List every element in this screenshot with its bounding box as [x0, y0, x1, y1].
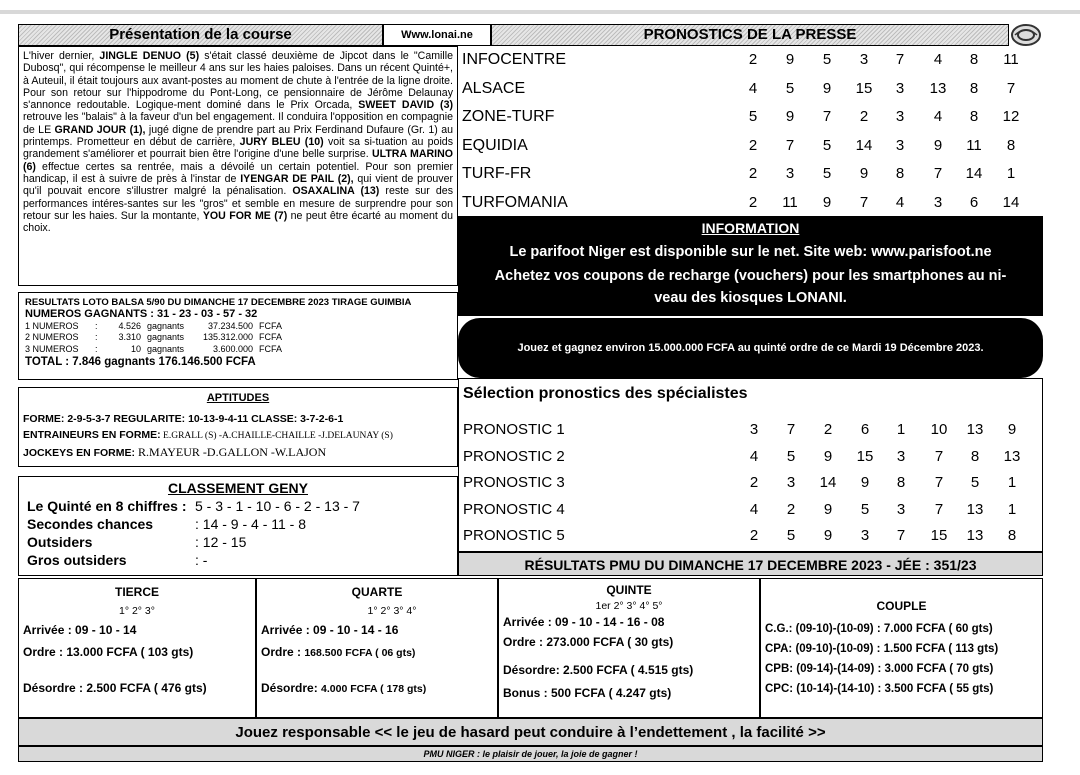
selection-number: 8: [896, 474, 906, 491]
press-name: ZONE-TURF: [462, 108, 555, 125]
loto-title: RESULTATS LOTO BALSA 5/90 DU DIMANCHE 17 DECEMBRE 2023 TIRAGE GUIMBIA: [25, 297, 412, 308]
selection-number: 10: [930, 421, 948, 438]
information-line-1: Le parifoot Niger est disponible sur le net. Site web: www.parisfoot.ne: [509, 244, 992, 260]
selection-number: 13: [966, 421, 984, 438]
selection-title: Sélection pronostics des spécialistes: [463, 385, 748, 402]
quinte-box: [498, 578, 760, 718]
tierce-places: 1° 2° 3°: [119, 605, 155, 617]
loto-row: [25, 344, 451, 356]
loto-row: [25, 321, 451, 333]
press-row: [458, 46, 1043, 75]
selection-name: PRONOSTIC 5: [463, 527, 565, 544]
website-label: Www.lonai.ne: [383, 24, 491, 46]
loto-cell: FCFA: [259, 320, 283, 331]
couple-rows: [765, 623, 1042, 695]
press-number: 4: [895, 193, 905, 211]
geny-label: Le Quinté en 8 chiffres :: [27, 498, 187, 514]
selection-number: 7: [896, 527, 906, 544]
press-number: 11: [782, 193, 798, 211]
geny-value: 5 - 3 - 1 - 10 - 6 - 2 - 13 - 7: [195, 498, 360, 514]
press-number: 4: [933, 51, 943, 68]
loto-cell: 1 NUMEROS: [25, 320, 79, 331]
loto-winning-numbers: NUMEROS GAGNANTS : 31 - 23 - 03 - 57 - 32: [25, 307, 258, 320]
selection-box: [458, 378, 1043, 552]
press-number: 8: [969, 51, 979, 68]
selection-number: 2: [823, 421, 833, 438]
couple-title: COUPLE: [876, 599, 927, 613]
press-number: 9: [933, 136, 943, 154]
selection-row: [459, 444, 1044, 471]
quarte-arrivee: Arrivée : 09 - 10 - 14 - 16: [261, 623, 399, 637]
press-number: 2: [859, 108, 869, 125]
selection-row: [459, 497, 1044, 524]
loto-results: [18, 292, 458, 380]
loto-rows: [25, 321, 451, 356]
press-number: 14: [855, 136, 873, 154]
selection-name: PRONOSTIC 4: [463, 500, 565, 518]
selection-number: 1: [1007, 474, 1017, 491]
pmu-results-title: RÉSULTATS PMU DU DIMANCHE 17 DECEMBRE 2023 - JÉE : 351/23: [458, 552, 1043, 576]
selection-number: 15: [930, 527, 948, 544]
press-number: 15: [855, 79, 873, 97]
promo-banner: Jouez et gagnez environ 15.000.000 FCFA au quinté ordre de ce Mardi 19 Décembre 2023.: [458, 318, 1043, 378]
selection-number: 5: [970, 474, 980, 491]
selection-number: 5: [860, 500, 870, 518]
press-number: 7: [785, 136, 795, 154]
selection-number: 3: [749, 421, 759, 438]
selection-number: 7: [934, 500, 944, 518]
selection-number: 13: [966, 527, 984, 544]
information-title: INFORMATION: [701, 220, 800, 236]
press-number: 7: [933, 165, 943, 182]
press-number: 8: [969, 79, 979, 97]
press-name: ALSACE: [462, 79, 526, 97]
selection-row: [459, 470, 1044, 497]
press-number: 7: [822, 108, 832, 125]
information-line-2: Achetez vos coupons de recharge (vouchers) pour les smartphones au ni-: [494, 268, 1007, 284]
selection-number: 9: [860, 474, 870, 491]
quinte-places: 1er 2° 3° 4° 5°: [595, 600, 663, 612]
loto-cell: 37.234.500: [207, 320, 253, 331]
press-row: [458, 103, 1043, 132]
press-name: INFOCENTRE: [462, 51, 566, 68]
geny-row: [27, 551, 449, 569]
selection-number: 2: [749, 527, 759, 544]
classement-geny-box: [18, 476, 458, 576]
geny-value: : -: [195, 552, 208, 568]
press-number: 2: [748, 51, 758, 68]
press-number: 3: [785, 165, 795, 182]
selection-number: 4: [749, 447, 759, 465]
selection-number: 9: [823, 447, 833, 465]
selection-number: 5: [786, 447, 796, 465]
selection-number: 1: [896, 421, 906, 438]
loto-cell: 3.310: [118, 332, 141, 343]
selection-number: 9: [1007, 421, 1017, 438]
press-number: 2: [748, 193, 758, 211]
press-number: 2: [748, 136, 758, 154]
selection-number: 3: [786, 474, 796, 491]
press-name: EQUIDIA: [462, 136, 528, 154]
loto-cell: :: [95, 332, 98, 343]
press-number: 7: [859, 193, 869, 211]
geny-row: [27, 533, 449, 551]
selection-number: 2: [786, 500, 796, 518]
press-number: 4: [933, 108, 943, 125]
loto-total: TOTAL : 7.846 gagnants 176.146.500 FCFA: [25, 355, 256, 368]
geny-title: CLASSEMENT GENY: [167, 480, 308, 496]
loto-cell: :: [95, 320, 98, 331]
couple-row: CPC: (10-14)-(14-10) : 3.500 FCFA ( 55 gts): [765, 683, 994, 695]
couple-row: C.G.: (09-10)-(10-09) : 7.000 FCFA ( 60 gts): [765, 623, 993, 635]
press-number: 12: [1002, 108, 1020, 125]
selection-number: 4: [749, 500, 759, 518]
quarte-ordre: Ordre : 168.500 FCFA ( 06 gts): [261, 645, 416, 659]
geny-label: Gros outsiders: [27, 552, 127, 568]
tierce-title: TIERCE: [114, 585, 159, 599]
quinte-bonus: Bonus : 500 FCFA ( 4.247 gts): [503, 686, 672, 700]
selection-number: 3: [860, 527, 870, 544]
selection-rows: [459, 417, 1042, 547]
aptitudes-box: [18, 387, 458, 467]
press-number: 11: [1003, 51, 1019, 68]
press-number: 13: [929, 79, 947, 97]
geny-value: : 14 - 9 - 4 - 11 - 8: [195, 516, 307, 532]
press-number: 9: [822, 193, 832, 211]
press-number: 9: [859, 165, 869, 182]
press-number: 5: [785, 79, 795, 97]
aptitudes-title: APTITUDES: [206, 392, 270, 404]
selection-number: 2: [749, 474, 759, 491]
selection-number: 9: [823, 527, 833, 544]
loto-row: [25, 332, 451, 344]
press-number: 5: [822, 165, 832, 182]
press-number: 8: [1006, 136, 1016, 154]
quinte-desordre: Désordre: 2.500 FCFA ( 4.515 gts): [503, 663, 694, 677]
presentation-title: Présentation de la course: [18, 24, 383, 46]
loto-cell: FCFA: [259, 344, 283, 355]
loto-cell: gagnants: [147, 320, 185, 331]
geny-label: Secondes chances: [27, 516, 154, 532]
couple-row: CPA: (09-10)-(10-09) : 1.500 FCFA ( 113 gts): [765, 643, 999, 655]
press-number: 5: [748, 108, 758, 125]
loto-cell: 135.312.000: [202, 332, 253, 343]
geny-rows: [27, 497, 449, 569]
selection-number: 3: [896, 500, 906, 518]
tierce-box: [18, 578, 256, 718]
loto-cell: 4.526: [118, 320, 141, 331]
geny-row: [27, 515, 449, 533]
press-number: 7: [1006, 79, 1016, 97]
quarte-places: 1° 2° 3° 4°: [367, 605, 417, 617]
selection-number: 7: [934, 447, 944, 465]
press-number: 6: [969, 193, 979, 211]
selection-number: 13: [966, 500, 984, 518]
press-number: 5: [822, 51, 832, 68]
press-table: [458, 46, 1043, 216]
loto-cell: FCFA: [259, 332, 283, 343]
information-line-3: veau des kiosques LONANI.: [654, 290, 847, 306]
press-number: 3: [895, 79, 905, 97]
press-number: 3: [859, 51, 869, 68]
quarte-box: [256, 578, 498, 718]
press-number: 3: [895, 136, 905, 154]
quinte-title: QUINTE: [606, 583, 652, 597]
tierce-ordre: Ordre : 13.000 FCFA ( 103 gts): [23, 645, 194, 659]
press-row: [458, 160, 1043, 189]
selection-name: PRONOSTIC 2: [463, 447, 565, 465]
loto-cell: 3.600.000: [212, 344, 253, 355]
press-name: TURF-FR: [462, 165, 532, 182]
selection-number: 14: [819, 474, 837, 491]
responsible-gaming-warning: Jouez responsable << le jeu de hasard peut conduire à l’endettement , la facilité >>: [18, 718, 1043, 746]
quarte-title: QUARTE: [351, 585, 403, 599]
press-row: [458, 189, 1043, 218]
press-number: 8: [895, 165, 905, 182]
press-number: 4: [748, 79, 758, 97]
loto-cell: :: [95, 344, 98, 355]
quinte-ordre: Ordre : 273.000 FCFA ( 30 gts): [503, 635, 674, 649]
press-title: PRONOSTICS DE LA PRESSE: [491, 24, 1009, 46]
top-rule: [0, 10, 1080, 14]
lonani-logo-icon: [1009, 22, 1043, 48]
tierce-arrivee: Arrivée : 09 - 10 - 14: [23, 623, 137, 637]
quinte-arrivee: Arrivée : 09 - 10 - 14 - 16 - 08: [503, 615, 665, 629]
geny-value: : 12 - 15: [195, 534, 247, 550]
press-row: [458, 132, 1043, 161]
press-number: 7: [895, 51, 905, 68]
loto-cell: gagnants: [147, 344, 185, 355]
press-number: 9: [785, 51, 795, 68]
selection-number: 7: [934, 474, 944, 491]
race-presentation-text: L'hiver dernier, JINGLE DENUO (5) s'était classé deuxième de Jipcot dans le "Camille Dubosq", qui récompense le meilleur 4 ans sur les haies paloises. Dans un récent Quinté+, à Auteuil, il était toujours aux avant-postes au moment de chute à l'entrée de la ligne droite. Pour son retour sur l'hippodrome du Pont-Long, ce pensionnaire de Jérôme Delaunay s'annonce redoutable. Logique-ment dominé dans le Prix Orcada, SWEET DAVID (3) retrouve les "balais" à la faveur d'un bel engagement. Il conduira l'opposition en compagnie de LE GRAND JOUR (1), jugé digne de prendre part au Prix Ferdinand Dufaure (Gr. 1) au printemps. Prometteur en début de carrière, JURY BLEU (10) voit sa si-tuation au poids grandement s'améliorer et pourrait bien être l'origine d'une belle surprise. ULTRA MARINO (6) effectue certes sa rentrée, mais a dévoilé un certain potentiel. Pour son premier handicap, il est à suivre de près à l'instar de IYENGAR DE PAIL (2), qui vient de prouver qu'il pouvait encore s'illustrer malgré la pénalisation. OSAXALINA (13) reste sur des performances intéres-santes sur les "gros" et semble en mesure de surprendre pour son retour sur les haies. Sur la montante, YOU FOR ME (7) ne peut être écarté au moment du choix.: [18, 46, 458, 286]
aptitudes-jockeys: JOCKEYS EN FORME: R.MAYEUR -D.GALLON -W.LAJON: [23, 445, 327, 459]
press-name: TURFOMANIA: [462, 193, 568, 211]
couple-box: [760, 578, 1043, 718]
selection-number: 5: [786, 527, 796, 544]
geny-label: Outsiders: [27, 534, 93, 550]
selection-name: PRONOSTIC 3: [463, 474, 565, 491]
press-number: 9: [822, 79, 832, 97]
selection-number: 13: [1003, 447, 1021, 465]
press-number: 5: [822, 136, 832, 154]
loto-cell: 3 NUMEROS: [25, 344, 79, 355]
selection-row: [459, 523, 1044, 550]
aptitudes-entraineurs: ENTRAINEURS EN FORME: E.GRALL (S) -A.CHAILLE-CHAILLE -J.DELAUNAY (S): [23, 429, 393, 441]
selection-name: PRONOSTIC 1: [463, 421, 565, 438]
information-panel: [458, 216, 1043, 316]
loto-cell: 10: [130, 344, 141, 355]
quarte-desordre: Désordre: 4.000 FCFA ( 178 gts): [261, 681, 427, 695]
press-number: 2: [748, 165, 758, 182]
selection-number: 3: [896, 447, 906, 465]
press-number: 1: [1006, 165, 1016, 182]
press-number: 8: [969, 108, 979, 125]
press-number: 14: [965, 165, 983, 182]
press-number: 9: [785, 108, 795, 125]
press-number: 3: [933, 193, 943, 211]
selection-number: 6: [860, 421, 870, 438]
selection-number: 1: [1007, 500, 1017, 518]
aptitudes-forme: FORME: 2-9-5-3-7 REGULARITE: 10-13-9-4-11 CLASSE: 3-7-2-6-1: [23, 413, 344, 425]
geny-row: [27, 497, 449, 515]
selection-number: 15: [856, 447, 874, 465]
footer-slogan: PMU NIGER : le plaisir de jouer, la joie de gagner !: [18, 746, 1043, 762]
selection-row: [459, 417, 1044, 444]
press-number: 11: [966, 136, 982, 154]
tierce-desordre: Désordre : 2.500 FCFA ( 476 gts): [23, 681, 207, 695]
press-number: 3: [895, 108, 905, 125]
loto-cell: 2 NUMEROS: [25, 332, 79, 343]
selection-number: 8: [1007, 527, 1017, 544]
selection-number: 7: [786, 421, 796, 438]
press-number: 14: [1002, 193, 1020, 211]
couple-row: CPB: (09-14)-(14-09) : 3.000 FCFA ( 70 gts): [765, 663, 994, 675]
selection-number: 8: [970, 447, 980, 465]
press-row: [458, 75, 1043, 104]
selection-number: 9: [823, 500, 833, 518]
loto-cell: gagnants: [147, 332, 185, 343]
